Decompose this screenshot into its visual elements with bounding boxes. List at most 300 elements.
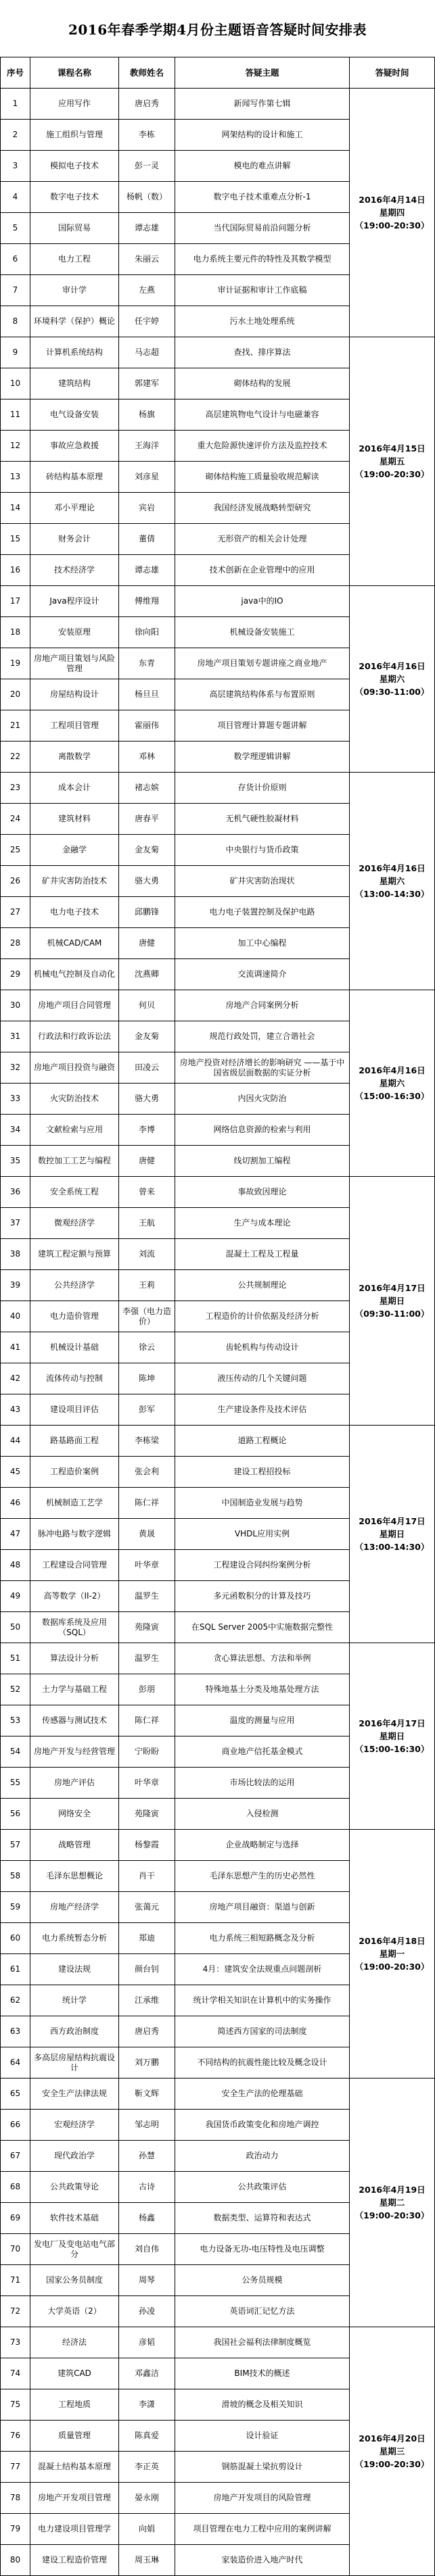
qa-topic: 线切割加工编程: [175, 1146, 350, 1177]
course-name: 西方政治制度: [30, 2016, 119, 2047]
row-index: 72: [1, 2296, 30, 2327]
qa-topic: 当代国际贸易前沿问题分析: [175, 213, 350, 244]
teacher-name: 田凌云: [119, 1052, 175, 1084]
row-index: 20: [1, 679, 30, 710]
row-index: 57: [1, 1830, 30, 1861]
teacher-name: 郭建军: [119, 368, 175, 399]
row-index: 55: [1, 1768, 30, 1799]
teacher-name: 杨旗: [119, 399, 175, 431]
row-index: 56: [1, 1799, 30, 1830]
course-name: 施工组织与管理: [30, 120, 119, 151]
qa-topic: 温度的测量与应用: [175, 1705, 350, 1736]
teacher-name: 杨鑫: [119, 2203, 175, 2234]
teacher-name: 徐云: [119, 1332, 175, 1363]
course-name: 机械制造工艺学: [30, 1488, 119, 1519]
table-row: [1, 337, 435, 368]
teacher-name: 晏永刚: [119, 2483, 175, 2514]
teacher-name: 曾来: [119, 1177, 175, 1208]
teacher-name: 周琴: [119, 2265, 175, 2296]
qa-topic: 电力电子装置控制及保护电路: [175, 897, 350, 928]
row-index: 46: [1, 1488, 30, 1519]
teacher-name: 张会利: [119, 1457, 175, 1488]
qa-topic: 液压传动的几个关键问题: [175, 1363, 350, 1394]
course-name: 火灾防治技术: [30, 1084, 119, 1115]
row-index: 18: [1, 617, 30, 648]
qa-topic: 网络信息资源的检索与利用: [175, 1115, 350, 1146]
row-index: 31: [1, 1021, 30, 1052]
qa-topic: 数据类型、运算符和表达式: [175, 2203, 350, 2234]
teacher-name: 杨旦旦: [119, 679, 175, 710]
qa-time-slot: [350, 1177, 435, 1426]
slot-date: 2016年4月18日: [359, 1936, 426, 1946]
teacher-name: 王海洋: [119, 431, 175, 462]
row-index: 43: [1, 1394, 30, 1426]
row-index: 35: [1, 1146, 30, 1177]
course-name: 网络安全: [30, 1799, 119, 1830]
teacher-name: 唐春平: [119, 804, 175, 835]
qa-topic: 工程建设合同纠纷案例分析: [175, 1550, 350, 1581]
row-index: 22: [1, 742, 30, 773]
qa-topic: 家装造价进入地产时代: [175, 2545, 350, 2576]
row-index: 40: [1, 1301, 30, 1332]
slot-weekday: 星期日: [379, 1296, 405, 1306]
course-name: 电气设备安装: [30, 399, 119, 431]
teacher-name: 唐健: [119, 1146, 175, 1177]
qa-time-slot: [350, 773, 435, 990]
course-name: 砖结构基本原理: [30, 462, 119, 493]
course-name: 算法设计分析: [30, 1643, 119, 1674]
row-index: 76: [1, 2421, 30, 2452]
row-index: 1: [1, 89, 30, 120]
course-name: 房屋结构设计: [30, 679, 119, 710]
header-time: 答疑时间: [350, 57, 435, 89]
qa-topic: 4月：建筑安全法规重点问题剖析: [175, 1954, 350, 1985]
qa-topic: 电力系统三相短路概念及分析: [175, 1923, 350, 1954]
qa-topic: 内因火灾防治: [175, 1084, 350, 1115]
qa-topic: 数字电子技术重难点分析-1: [175, 182, 350, 213]
slot-date: 2016年4月17日: [359, 1516, 426, 1526]
row-index: 58: [1, 1861, 30, 1892]
teacher-name: 孙慧: [119, 2141, 175, 2172]
course-name: 经济法: [30, 2327, 119, 2358]
slot-time: （13:00-14:30）: [354, 889, 430, 899]
slot-date: 2016年4月14日: [359, 195, 426, 205]
qa-topic: 高层建筑物电气设计与电磁兼容: [175, 399, 350, 431]
row-index: 66: [1, 2110, 30, 2141]
teacher-name: 邓林: [119, 742, 175, 773]
row-index: 37: [1, 1208, 30, 1239]
course-name: 机械CAD/CAM: [30, 928, 119, 959]
qa-topic: 数学理逻辑讲解: [175, 742, 350, 773]
row-index: 2: [1, 120, 30, 151]
teacher-name: 谭志雄: [119, 555, 175, 586]
table-header-row: [1, 57, 435, 89]
course-name: 流体传动与控制: [30, 1363, 119, 1394]
qa-topic: 砌体结构施工质量验收规范解读: [175, 462, 350, 493]
slot-weekday: 星期四: [379, 208, 405, 218]
course-name: 环境科学（保护）概论: [30, 306, 119, 337]
qa-topic: 污水土地处理系统: [175, 306, 350, 337]
teacher-name: 陈真爱: [119, 2421, 175, 2452]
qa-topic: 建设工程招投标: [175, 1457, 350, 1488]
qa-time-slot: [350, 990, 435, 1177]
qa-topic: 市场比较法的运用: [175, 1768, 350, 1799]
slot-time: （19:00-20:30）: [354, 1962, 430, 1972]
qa-topic: 在SQL Server 2005中实施数据完整性: [175, 1612, 350, 1643]
qa-topic: BIM技术的概述: [175, 2358, 350, 2389]
teacher-name: 邱鹏锋: [119, 897, 175, 928]
row-index: 34: [1, 1115, 30, 1146]
qa-topic: 齿轮机构与传动设计: [175, 1332, 350, 1363]
row-index: 23: [1, 773, 30, 804]
row-index: 7: [1, 275, 30, 306]
qa-time-slot: [350, 337, 435, 586]
teacher-name: 靳文辉: [119, 2079, 175, 2110]
slot-date: 2016年4月17日: [359, 1718, 426, 1728]
qa-topic: 毛泽东思想产生的历史必然性: [175, 1861, 350, 1892]
course-name: 统计学: [30, 1985, 119, 2016]
teacher-name: 郑迪: [119, 1923, 175, 1954]
qa-topic: 高层建筑结构体系与布置原则: [175, 679, 350, 710]
row-index: 62: [1, 1985, 30, 2016]
course-name: 邓小平理论: [30, 493, 119, 524]
qa-topic: 机械设备安装施工: [175, 617, 350, 648]
course-name: 混凝土结构基本原理: [30, 2452, 119, 2483]
row-index: 41: [1, 1332, 30, 1363]
teacher-name: 李正英: [119, 2452, 175, 2483]
teacher-name: 霍丽伟: [119, 710, 175, 742]
row-index: 14: [1, 493, 30, 524]
teacher-name: 左燕: [119, 275, 175, 306]
course-name: 微观经济学: [30, 1208, 119, 1239]
qa-topic: java中的IO: [175, 586, 350, 617]
qa-topic: 统计学相关知识在计算机中的实务操作: [175, 1985, 350, 2016]
schedule-table: [0, 57, 435, 2576]
course-name: 电力建设项目管理学: [30, 2514, 119, 2545]
course-name: 路基路面工程: [30, 1426, 119, 1457]
qa-topic: 无机气硬性胶凝材料: [175, 804, 350, 835]
course-name: 房地产开发与经营管理: [30, 1736, 119, 1768]
teacher-name: 李栋: [119, 120, 175, 151]
teacher-name: 徐向阳: [119, 617, 175, 648]
teacher-name: 陈仁祥: [119, 1488, 175, 1519]
qa-topic: 中国制造业发展与趋势: [175, 1488, 350, 1519]
qa-topic: VHDL应用实例: [175, 1519, 350, 1550]
qa-topic: 工程造价的计价依据及经济分析: [175, 1301, 350, 1332]
qa-topic: 矿井灾害防治现状: [175, 866, 350, 897]
slot-weekday: 星期日: [379, 1731, 405, 1741]
teacher-name: 李强（电力造价）: [119, 1301, 175, 1332]
row-index: 24: [1, 804, 30, 835]
teacher-name: 褚志嫔: [119, 773, 175, 804]
teacher-name: 宁盼盼: [119, 1736, 175, 1768]
course-name: 国家公务员制度: [30, 2265, 119, 2296]
qa-topic: 多元函数积分的计算及技巧: [175, 1581, 350, 1612]
qa-topic: 我国社会福利法律制度概览: [175, 2327, 350, 2358]
row-index: 12: [1, 431, 30, 462]
row-index: 70: [1, 2234, 30, 2265]
slot-weekday: 星期日: [379, 1529, 405, 1539]
qa-topic: 混凝土工程及工程量: [175, 1239, 350, 1270]
row-index: 28: [1, 928, 30, 959]
qa-topic: 房地产开发项目的风险管理: [175, 2483, 350, 2514]
table-row: [1, 2079, 435, 2110]
qa-topic: 审计证据和审计工作底稿: [175, 275, 350, 306]
slot-date: 2016年4月16日: [359, 1065, 426, 1075]
course-name: 房地产评估: [30, 1768, 119, 1799]
teacher-name: 李博: [119, 1115, 175, 1146]
slot-date: 2016年4月20日: [359, 2433, 426, 2444]
qa-topic: 特殊地基土分类及地基处理方法: [175, 1674, 350, 1705]
teacher-name: 颜台钊: [119, 1954, 175, 1985]
qa-time-slot: [350, 1830, 435, 2079]
teacher-name: 叶华章: [119, 1550, 175, 1581]
row-index: 63: [1, 2016, 30, 2047]
row-index: 53: [1, 1705, 30, 1736]
table-row: [1, 990, 435, 1021]
row-index: 19: [1, 648, 30, 679]
course-name: Java程序设计: [30, 586, 119, 617]
row-index: 38: [1, 1239, 30, 1270]
qa-topic: 模电的难点讲解: [175, 151, 350, 182]
course-name: 电力造价管理: [30, 1301, 119, 1332]
qa-topic: 生产建设条件及技术评估: [175, 1394, 350, 1426]
course-name: 计算机系统结构: [30, 337, 119, 368]
course-name: 质量管理: [30, 2421, 119, 2452]
row-index: 39: [1, 1270, 30, 1301]
slot-time: （15:00-16:30）: [354, 1091, 430, 1101]
row-index: 59: [1, 1892, 30, 1923]
qa-topic: 政治动力: [175, 2141, 350, 2172]
row-index: 68: [1, 2172, 30, 2203]
qa-topic: 查找、排序算法: [175, 337, 350, 368]
row-index: 36: [1, 1177, 30, 1208]
slot-time: （19:00-20:30）: [354, 2210, 430, 2220]
course-name: 宏观经济学: [30, 2110, 119, 2141]
row-index: 65: [1, 2079, 30, 2110]
qa-topic: 公共规制理论: [175, 1270, 350, 1301]
qa-topic: 房地产合同案例分析: [175, 990, 350, 1021]
row-index: 8: [1, 306, 30, 337]
qa-topic: 网架结构的设计和施工: [175, 120, 350, 151]
qa-time-slot: [350, 1643, 435, 1830]
teacher-name: 骆大勇: [119, 1084, 175, 1115]
teacher-name: 金友菊: [119, 835, 175, 866]
course-name: 财务会计: [30, 524, 119, 555]
qa-topic: 生产与成本理论: [175, 1208, 350, 1239]
row-index: 52: [1, 1674, 30, 1705]
slot-weekday: 星期六: [379, 876, 405, 886]
slot-date: 2016年4月16日: [359, 863, 426, 873]
qa-time-slot: [350, 2079, 435, 2327]
course-name: 公共经济学: [30, 1270, 119, 1301]
row-index: 75: [1, 2389, 30, 2421]
table-row: [1, 586, 435, 617]
course-name: 成本会计: [30, 773, 119, 804]
row-index: 13: [1, 462, 30, 493]
course-name: 现代政治学: [30, 2141, 119, 2172]
course-name: 行政法和行政诉讼法: [30, 1021, 119, 1052]
teacher-name: 唐启秀: [119, 2016, 175, 2047]
course-name: 工程建设合同管理: [30, 1550, 119, 1581]
slot-date: 2016年4月15日: [359, 443, 426, 454]
qa-topic: 房地产项目融资：渠道与创新: [175, 1892, 350, 1923]
row-index: 50: [1, 1612, 30, 1643]
teacher-name: 朱丽云: [119, 244, 175, 275]
teacher-name: 向娟: [119, 2514, 175, 2545]
course-name: 脉冲电路与数字逻辑: [30, 1519, 119, 1550]
course-name: 安全系统工程: [30, 1177, 119, 1208]
qa-topic: 房地产投资对经济增长的影响研究 ——基于中国省级层面数据的实证分析: [175, 1052, 350, 1084]
teacher-name: 王莉: [119, 1270, 175, 1301]
teacher-name: 王航: [119, 1208, 175, 1239]
slot-time: （09:30-11:00）: [354, 687, 430, 697]
course-name: 电力工程: [30, 244, 119, 275]
course-name: 公共政策导论: [30, 2172, 119, 2203]
qa-topic: 英语词汇记忆方法: [175, 2296, 350, 2327]
teacher-name: 沈燕卿: [119, 959, 175, 990]
teacher-name: 骆大勇: [119, 866, 175, 897]
row-index: 78: [1, 2483, 30, 2514]
qa-topic: 项目管理计算题专题讲解: [175, 710, 350, 742]
course-name: 矿井灾害防治技术: [30, 866, 119, 897]
qa-time-slot: [350, 1426, 435, 1643]
qa-topic: 道路工程概论: [175, 1426, 350, 1457]
teacher-name: 刘彦星: [119, 462, 175, 493]
qa-topic: 加工中心编程: [175, 928, 350, 959]
course-name: 建设项目评估: [30, 1394, 119, 1426]
course-name: 数控加工工艺与编程: [30, 1146, 119, 1177]
course-name: 安装原理: [30, 617, 119, 648]
qa-topic: 我国经济发展战略转型研究: [175, 493, 350, 524]
row-index: 9: [1, 337, 30, 368]
course-name: 应用写作: [30, 89, 119, 120]
slot-weekday: 星期六: [379, 674, 405, 684]
table-row: [1, 1830, 435, 1861]
qa-topic: 商业地产信托基金模式: [175, 1736, 350, 1768]
row-index: 79: [1, 2514, 30, 2545]
teacher-name: 周玉琳: [119, 2545, 175, 2576]
course-name: 建筑结构: [30, 368, 119, 399]
row-index: 54: [1, 1736, 30, 1768]
row-index: 32: [1, 1052, 30, 1084]
course-name: 大学英语（2）: [30, 2296, 119, 2327]
row-index: 33: [1, 1084, 30, 1115]
qa-topic: 重大危险源快速评价方法及监控技术: [175, 431, 350, 462]
slot-time: （15:00-16:30）: [354, 1744, 430, 1754]
qa-topic: 简述西方国家的司法制度: [175, 2016, 350, 2047]
teacher-name: 温罗生: [119, 1643, 175, 1674]
teacher-name: 叶华章: [119, 1768, 175, 1799]
row-index: 42: [1, 1363, 30, 1394]
teacher-name: 刘流: [119, 1239, 175, 1270]
course-name: 建筑材料: [30, 804, 119, 835]
teacher-name: 刘万鹏: [119, 2047, 175, 2079]
row-index: 16: [1, 555, 30, 586]
slot-weekday: 星期六: [379, 1078, 405, 1088]
course-name: 金融学: [30, 835, 119, 866]
teacher-name: 黄晟: [119, 1519, 175, 1550]
qa-topic: 安全生产法的伦理基础: [175, 2079, 350, 2110]
course-name: 工程项目管理: [30, 710, 119, 742]
row-index: 64: [1, 2047, 30, 2079]
row-index: 3: [1, 151, 30, 182]
row-index: 48: [1, 1550, 30, 1581]
row-index: 27: [1, 897, 30, 928]
teacher-name: 金友菊: [119, 1021, 175, 1052]
qa-topic: 砌体结构的发展: [175, 368, 350, 399]
row-index: 60: [1, 1923, 30, 1954]
header-teacher: 教师姓名: [119, 57, 175, 89]
row-index: 30: [1, 990, 30, 1021]
qa-topic: 规范行政处罚，建立合谐社会: [175, 1021, 350, 1052]
course-name: 电力电子技术: [30, 897, 119, 928]
teacher-name: 唐启秀: [119, 89, 175, 120]
row-index: 26: [1, 866, 30, 897]
course-name: 建筑工程定额与预算: [30, 1239, 119, 1270]
teacher-name: 邓鑫洁: [119, 2358, 175, 2389]
course-name: 建设工程造价管理: [30, 2545, 119, 2576]
slot-time: （19:00-20:30）: [354, 469, 430, 479]
slot-date: 2016年4月19日: [359, 2185, 426, 2195]
teacher-name: 彦韬: [119, 2327, 175, 2358]
teacher-name: 李栋梁: [119, 1426, 175, 1457]
teacher-name: 孙凌: [119, 2296, 175, 2327]
slot-weekday: 星期五: [379, 456, 405, 466]
row-index: 15: [1, 524, 30, 555]
teacher-name: 苑隆寅: [119, 1799, 175, 1830]
qa-topic: 公务员规模: [175, 2265, 350, 2296]
teacher-name: 邹志明: [119, 2110, 175, 2141]
teacher-name: 傅维翔: [119, 586, 175, 617]
table-row: [1, 1177, 435, 1208]
qa-topic: 我国货币政策变化和房地产调控: [175, 2110, 350, 2141]
row-index: 25: [1, 835, 30, 866]
course-name: 房地产项目策划与风险管理: [30, 648, 119, 679]
teacher-name: 马志超: [119, 337, 175, 368]
teacher-name: 宾岩: [119, 493, 175, 524]
qa-time-slot: [350, 586, 435, 773]
course-name: 软件技术基础: [30, 2203, 119, 2234]
row-index: 77: [1, 2452, 30, 2483]
table-row: [1, 1643, 435, 1674]
qa-topic: 中央银行与货币政策: [175, 835, 350, 866]
row-index: 44: [1, 1426, 30, 1457]
course-name: 文献检索与应用: [30, 1115, 119, 1146]
course-name: 电力系统暂态分析: [30, 1923, 119, 1954]
qa-time-slot: [350, 2327, 435, 2576]
row-index: 61: [1, 1954, 30, 1985]
qa-time-slot: [350, 89, 435, 337]
teacher-name: 杨黎霞: [119, 1830, 175, 1861]
row-index: 17: [1, 586, 30, 617]
slot-weekday: 星期二: [379, 2197, 405, 2208]
course-name: 发电厂及变电站电气部分: [30, 2234, 119, 2265]
teacher-name: 肖干: [119, 1861, 175, 1892]
page-title: 2016年春季学期4月份主题语音答疑时间安排表: [68, 22, 367, 38]
qa-topic: 存货计价原则: [175, 773, 350, 804]
qa-topic: 电力设备无功-电压特性及电压调整: [175, 2234, 350, 2265]
course-name: 土力学与基础工程: [30, 1674, 119, 1705]
qa-topic: 不同结构的抗震性能比较及概念设计: [175, 2047, 350, 2079]
course-name: 战略管理: [30, 1830, 119, 1861]
row-index: 47: [1, 1519, 30, 1550]
course-name: 审计学: [30, 275, 119, 306]
course-name: 房地产经济学: [30, 1892, 119, 1923]
teacher-name: 任宇婷: [119, 306, 175, 337]
qa-topic: 公共政策评估: [175, 2172, 350, 2203]
course-name: 毛泽东思想概论: [30, 1861, 119, 1892]
